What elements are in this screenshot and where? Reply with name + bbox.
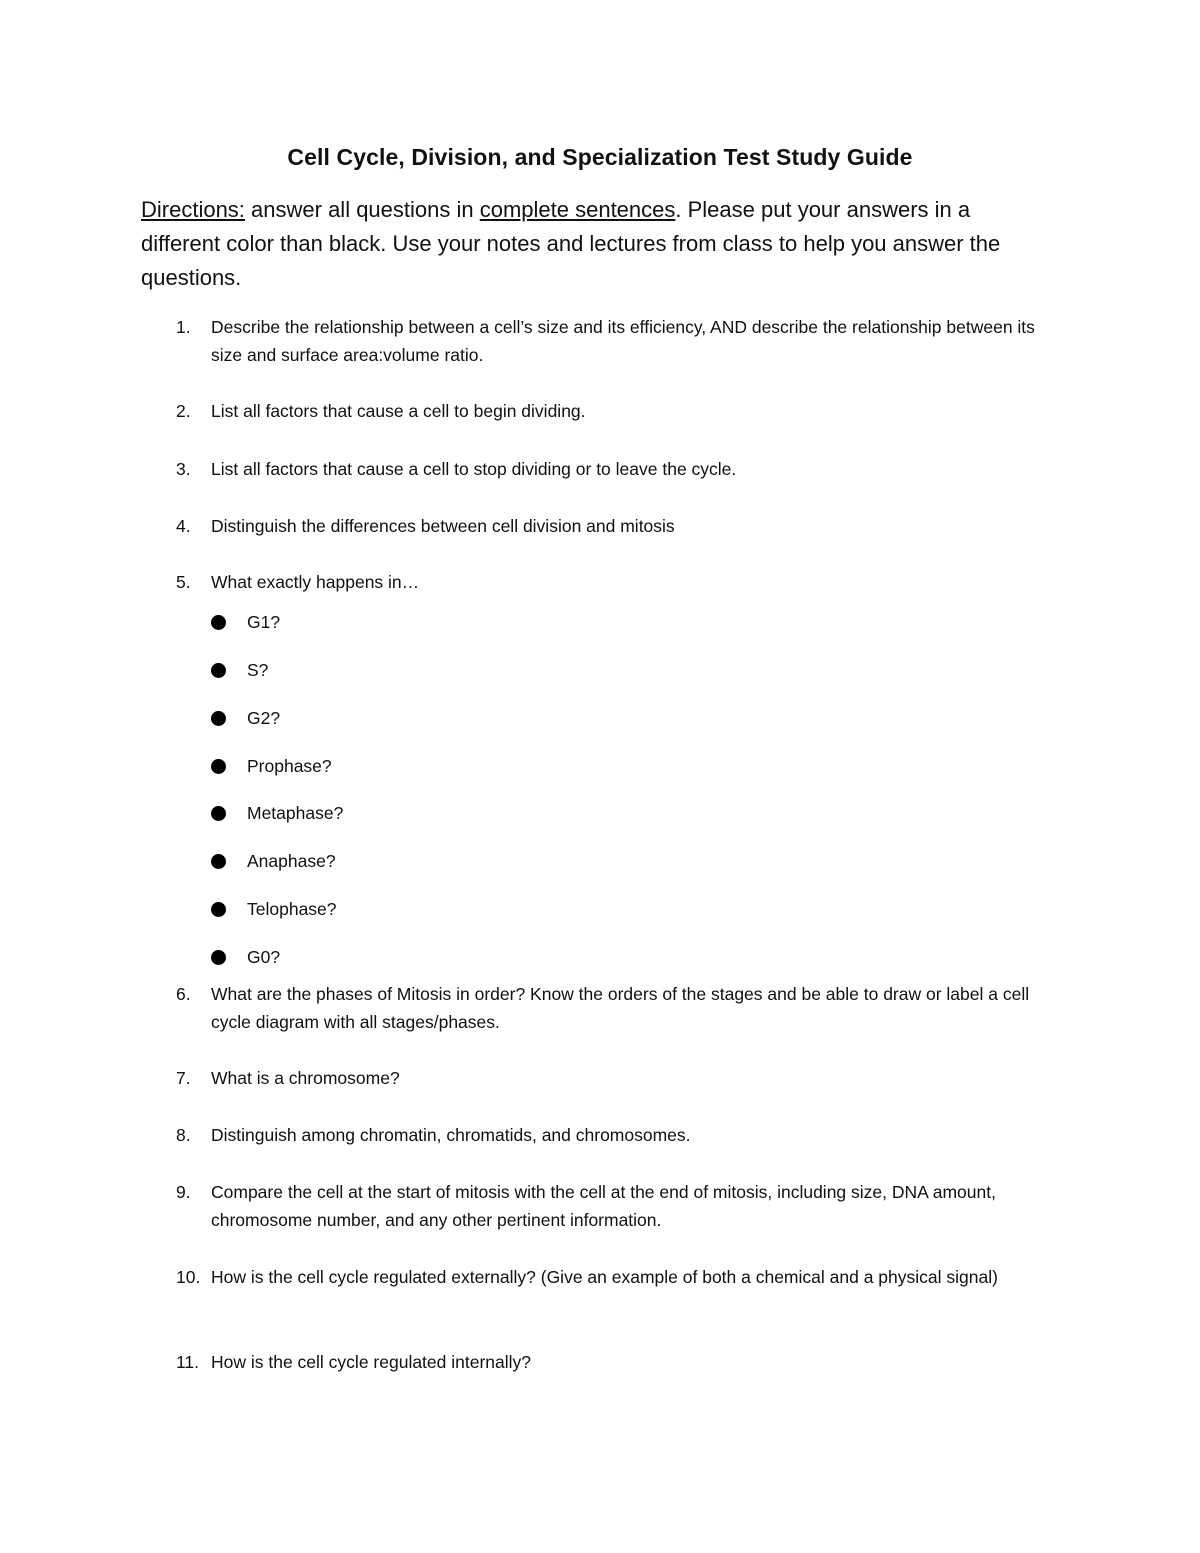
question-text: How is the cell cycle regulated externally? (Give an example of both a chemical and a physical signal) [211,1267,998,1287]
question-text: List all factors that cause a cell to stop dividing or to leave the cycle. [211,459,737,479]
question-number: 6. [176,984,191,1004]
question-number: 1. [176,317,191,337]
bullet-text: G0? [247,947,281,967]
question-text: What exactly happens in… [211,572,420,592]
bullet-text: Prophase? [247,756,332,776]
question-number: 8. [176,1125,191,1145]
question-text: What is a chromosome? [211,1068,400,1088]
question-text: Distinguish the differences between cell division and mitosis [211,516,675,536]
question-text: List all factors that cause a cell to begin dividing. [211,401,586,421]
bullet-text: G1? [247,612,281,632]
bullet-icon [211,663,226,678]
question-number: 4. [176,516,191,536]
bullet-icon [211,854,226,869]
bullet-text: S? [247,660,269,680]
question-number: 9. [176,1182,191,1202]
bullet-icon [211,950,226,965]
directions-emphasis: complete sentences [479,197,676,222]
question-number: 5. [176,572,191,592]
question-number: 7. [176,1068,191,1088]
directions-paragraph [141,193,1041,295]
directions-text-1: answer all questions in [244,197,480,222]
question-number: 10. [176,1267,201,1287]
directions-label: Directions: [141,197,245,222]
bullet-text: Metaphase? [247,803,344,823]
question-number: 3. [176,459,191,479]
bullet-text: Anaphase? [247,851,336,871]
bullet-icon [211,902,226,917]
page-title: Cell Cycle, Division, and Specialization Test Study Guide [287,144,913,170]
question-text: Compare the cell at the start of mitosis with the cell at the end of mitosis, including size, DNA amount, chromosome number, and any other pertinent information. [211,1182,996,1230]
bullet-icon [211,806,226,821]
question-number: 11. [176,1352,200,1372]
bullet-icon [211,711,226,726]
directions-text-2: . Please put your answers in a different color than black. Use your notes and lectures from class to help you answer the questions. [141,197,1001,290]
bullet-icon [211,759,226,774]
question-number: 2. [176,401,191,421]
question-text: Describe the relationship between a cell’s size and its efficiency, AND describe the relationship between its size and surface area:volume ratio. [211,317,1035,365]
question-text: What are the phases of Mitosis in order? Know the orders of the stages and be able to draw or label a cell cycle diagram with all stages/phases. [211,984,1030,1032]
bullet-icon [211,615,226,630]
question-text: How is the cell cycle regulated internally? [211,1352,532,1372]
bullet-text: Telophase? [247,899,337,919]
bullet-text: G2? [247,708,281,728]
question-text: Distinguish among chromatin, chromatids, and chromosomes. [211,1125,691,1145]
